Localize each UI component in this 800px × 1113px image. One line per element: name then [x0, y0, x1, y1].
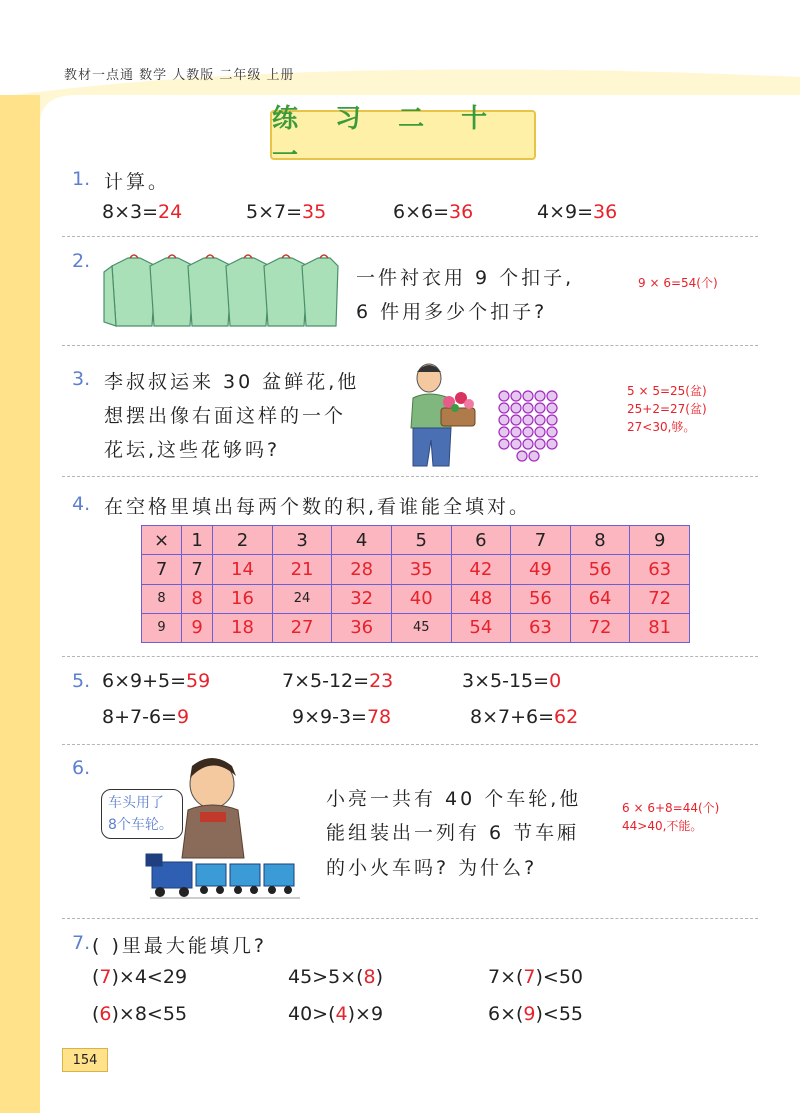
table-cell: 56 — [511, 584, 571, 613]
flower-bed-pattern — [496, 388, 560, 468]
q5-number: 5. — [72, 670, 91, 692]
table-cell: 49 — [511, 555, 571, 584]
table-cell: 6 — [451, 526, 511, 555]
multiplication-table — [141, 525, 690, 643]
q1-item-4: 4×9=36 — [537, 201, 618, 223]
q1-item-3: 6×6=36 — [393, 201, 474, 223]
q7-answer-2: 8 — [363, 966, 376, 988]
q7-answer-1: 7 — [99, 966, 112, 988]
table-cell: 3 — [272, 526, 332, 555]
q6-number: 6. — [72, 757, 91, 779]
q1-answer-3: 36 — [449, 201, 474, 223]
q1-item-1: 8×3=24 — [102, 201, 183, 223]
q2-solution: 9 × 6=54(个) — [638, 276, 718, 290]
bubble-line-1: 车头用了 — [108, 795, 164, 811]
table-row — [142, 555, 690, 584]
q5-answer-6: 62 — [554, 706, 579, 728]
q3-solution-2: 25+2=27(盆) — [627, 402, 707, 416]
table-cell: 42 — [451, 555, 511, 584]
bubble-line-2: 8个车轮。 — [108, 817, 173, 833]
q5-answer-1: 59 — [186, 670, 211, 692]
q2-line-2: 6 件用多少个扣子? — [356, 301, 548, 323]
separator — [62, 345, 758, 346]
speech-bubble — [101, 789, 183, 839]
q3-line-1: 李叔叔运来 30 盆鲜花,他 — [104, 371, 360, 393]
table-cell: 63 — [630, 555, 690, 584]
q6-solution-1: 6 × 6+8=44(个) — [622, 801, 720, 815]
q7-item-1: (7)×4<29 — [92, 966, 188, 988]
table-cell: 28 — [332, 555, 392, 584]
q1-answer-4: 36 — [593, 201, 618, 223]
q7-answer-3: 7 — [523, 966, 536, 988]
table-cell: 16 — [213, 584, 273, 613]
q5-item-1: 6×9+5=59 — [102, 670, 211, 692]
table-cell: 81 — [630, 613, 690, 642]
q6-line-1: 小亮一共有 40 个车轮,他 — [326, 788, 582, 810]
q7-prompt: ( )里最大能填几? — [92, 935, 267, 957]
separator — [62, 918, 758, 919]
q5-item-3: 3×5-15=0 — [462, 670, 562, 692]
separator — [62, 744, 758, 745]
table-cell: 54 — [451, 613, 511, 642]
table-cell: 9 — [630, 526, 690, 555]
table-cell: 5 — [391, 526, 451, 555]
table-cell: 14 — [213, 555, 273, 584]
table-header-row — [142, 526, 690, 555]
left-margin-band — [0, 95, 40, 1113]
q1-answer-1: 24 — [158, 201, 183, 223]
table-cell: 24 — [272, 584, 332, 613]
table-cell: 8 — [182, 584, 213, 613]
q5-item-4: 8+7-6=9 — [102, 706, 190, 728]
table-cell: 7 — [511, 526, 571, 555]
q1-number: 1. — [72, 168, 91, 190]
q7-item-3: 7×(7)<50 — [488, 966, 584, 988]
page-number: 154 — [62, 1048, 108, 1072]
q4-prompt: 在空格里填出每两个数的积,看谁能全填对。 — [104, 496, 532, 518]
table-cell: 45 — [391, 613, 451, 642]
q1-answer-2: 35 — [302, 201, 327, 223]
table-cell: 8 — [570, 526, 630, 555]
table-cell: 9 — [182, 613, 213, 642]
q7-item-2: 45>5×(8) — [288, 966, 384, 988]
q2-line-1: 一件衬衣用 9 个扣子, — [356, 267, 575, 289]
table-cell: 8 — [142, 584, 182, 613]
table-cell: 21 — [272, 555, 332, 584]
q1-prompt: 计算。 — [104, 171, 171, 193]
q5-answer-2: 23 — [369, 670, 394, 692]
q7-number: 7. — [72, 932, 91, 954]
table-cell: 48 — [451, 584, 511, 613]
q7-answer-4: 6 — [99, 1003, 112, 1025]
q5-item-2: 7×5-12=23 — [282, 670, 394, 692]
shirts-illustration — [100, 252, 340, 332]
table-cell: 4 — [332, 526, 392, 555]
q3-solution-3: 27<30,够。 — [627, 420, 696, 434]
table-cell: 72 — [570, 613, 630, 642]
table-cell: 72 — [630, 584, 690, 613]
table-row — [142, 584, 690, 613]
table-cell: 35 — [391, 555, 451, 584]
q3-number: 3. — [72, 368, 91, 390]
q7-answer-6: 9 — [523, 1003, 536, 1025]
q5-item-6: 8×7+6=62 — [470, 706, 579, 728]
separator — [62, 236, 758, 237]
q5-answer-4: 9 — [176, 706, 190, 728]
table-cell: 7 — [182, 555, 213, 584]
q7-item-4: (6)×8<55 — [92, 1003, 188, 1025]
table-cell: 9 — [142, 613, 182, 642]
q1-item-2: 5×7=35 — [246, 201, 327, 223]
separator — [62, 656, 758, 657]
q5-answer-5: 78 — [366, 706, 392, 728]
q7-answer-5: 4 — [335, 1003, 348, 1025]
q6-solution-2: 44>40,不能。 — [622, 819, 703, 833]
exercise-title: 练 习 二 十 一 — [272, 104, 502, 171]
table-cell: 40 — [391, 584, 451, 613]
table-cell: 1 — [182, 526, 213, 555]
q3-line-3: 花坛,这些花够吗? — [104, 439, 281, 461]
table-cell: × — [142, 526, 182, 555]
q2-number: 2. — [72, 250, 91, 272]
table-cell: 18 — [213, 613, 273, 642]
q7-item-6: 6×(9)<55 — [488, 1003, 584, 1025]
q5-item-5: 9×9-3=78 — [292, 706, 392, 728]
table-cell: 27 — [272, 613, 332, 642]
q6-line-3: 的小火车吗? 为什么? — [326, 857, 538, 879]
title-banner — [270, 104, 536, 171]
man-carrying-flowers-illustration — [405, 358, 485, 468]
separator — [62, 476, 758, 477]
q3-line-2: 想摆出像右面这样的一个 — [104, 405, 347, 427]
table-cell: 56 — [570, 555, 630, 584]
table-cell: 63 — [511, 613, 571, 642]
table-cell: 64 — [570, 584, 630, 613]
q6-line-2: 能组装出一列有 6 节车厢 — [326, 822, 580, 844]
q4-number: 4. — [72, 493, 91, 515]
table-row — [142, 613, 690, 642]
q3-solution-1: 5 × 5=25(盆) — [627, 384, 707, 398]
table-cell: 32 — [332, 584, 392, 613]
q7-item-5: 40>(4)×9 — [288, 1003, 384, 1025]
table-cell: 2 — [213, 526, 273, 555]
table-cell: 7 — [142, 555, 182, 584]
book-header: 教材一点通 数学 人教版 二年级 上册 — [64, 68, 295, 83]
table-cell: 36 — [332, 613, 392, 642]
q5-answer-3: 0 — [549, 670, 562, 692]
